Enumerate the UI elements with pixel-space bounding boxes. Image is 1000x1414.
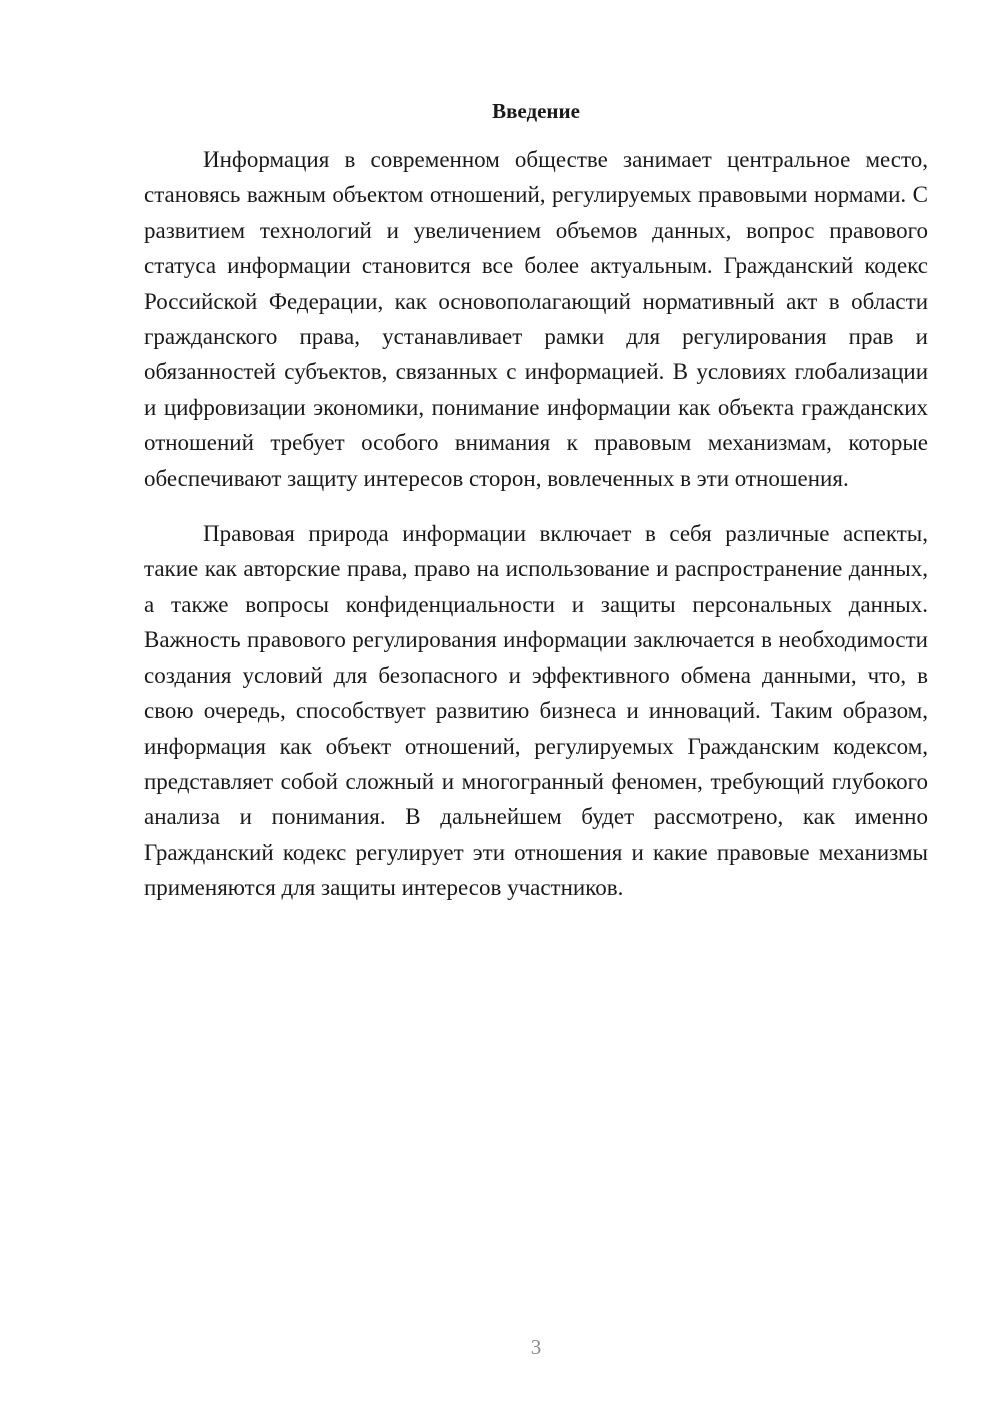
- paragraph-2: Правовая природа информации включает в себя различные аспекты, такие как авторские права, право на использование и распространение данных, а также вопросы конфиденциальности и защиты персональных данных. Важность правового регулирования информации заключается в необходимости создания условий для безопасного и эффективного обмена данными, что, в свою очередь, способствует развитию бизнеса и инноваций. Таким образом, информация как объект отношений, регулируемых Гражданским кодексом, представляет собой сложный и многогранный феномен, требующий глубокого анализа и понимания. В дальнейшем будет рассмотрено, как именно Гражданский кодекс регулирует эти отношения и какие правовые механизмы применяются для защиты интересов участников.: [144, 521, 928, 901]
- paragraph-1: Информация в современном обществе занимает центральное место, становясь важным объектом отношений, регулируемых правовыми нормами. С развитием технологий и увеличением объемов данных, вопрос правового статуса информации становится все более актуальным. Гражданский кодекс Российской Федерации, как основополагающий нормативный акт в области гражданского права, устанавливает рамки для регулирования прав и обязанностей субъектов, связанных с информацией. В условиях глобализации и цифровизации экономики, понимание информации как объекта гражданских отношений требует особого внимания к правовым механизмам, которые обеспечивают защиту интересов сторон, вовлеченных в эти отношения.: [144, 147, 928, 491]
- section-heading: Введение: [492, 99, 580, 123]
- page-number: 3: [530, 1335, 542, 1359]
- body-text: [144, 142, 928, 906]
